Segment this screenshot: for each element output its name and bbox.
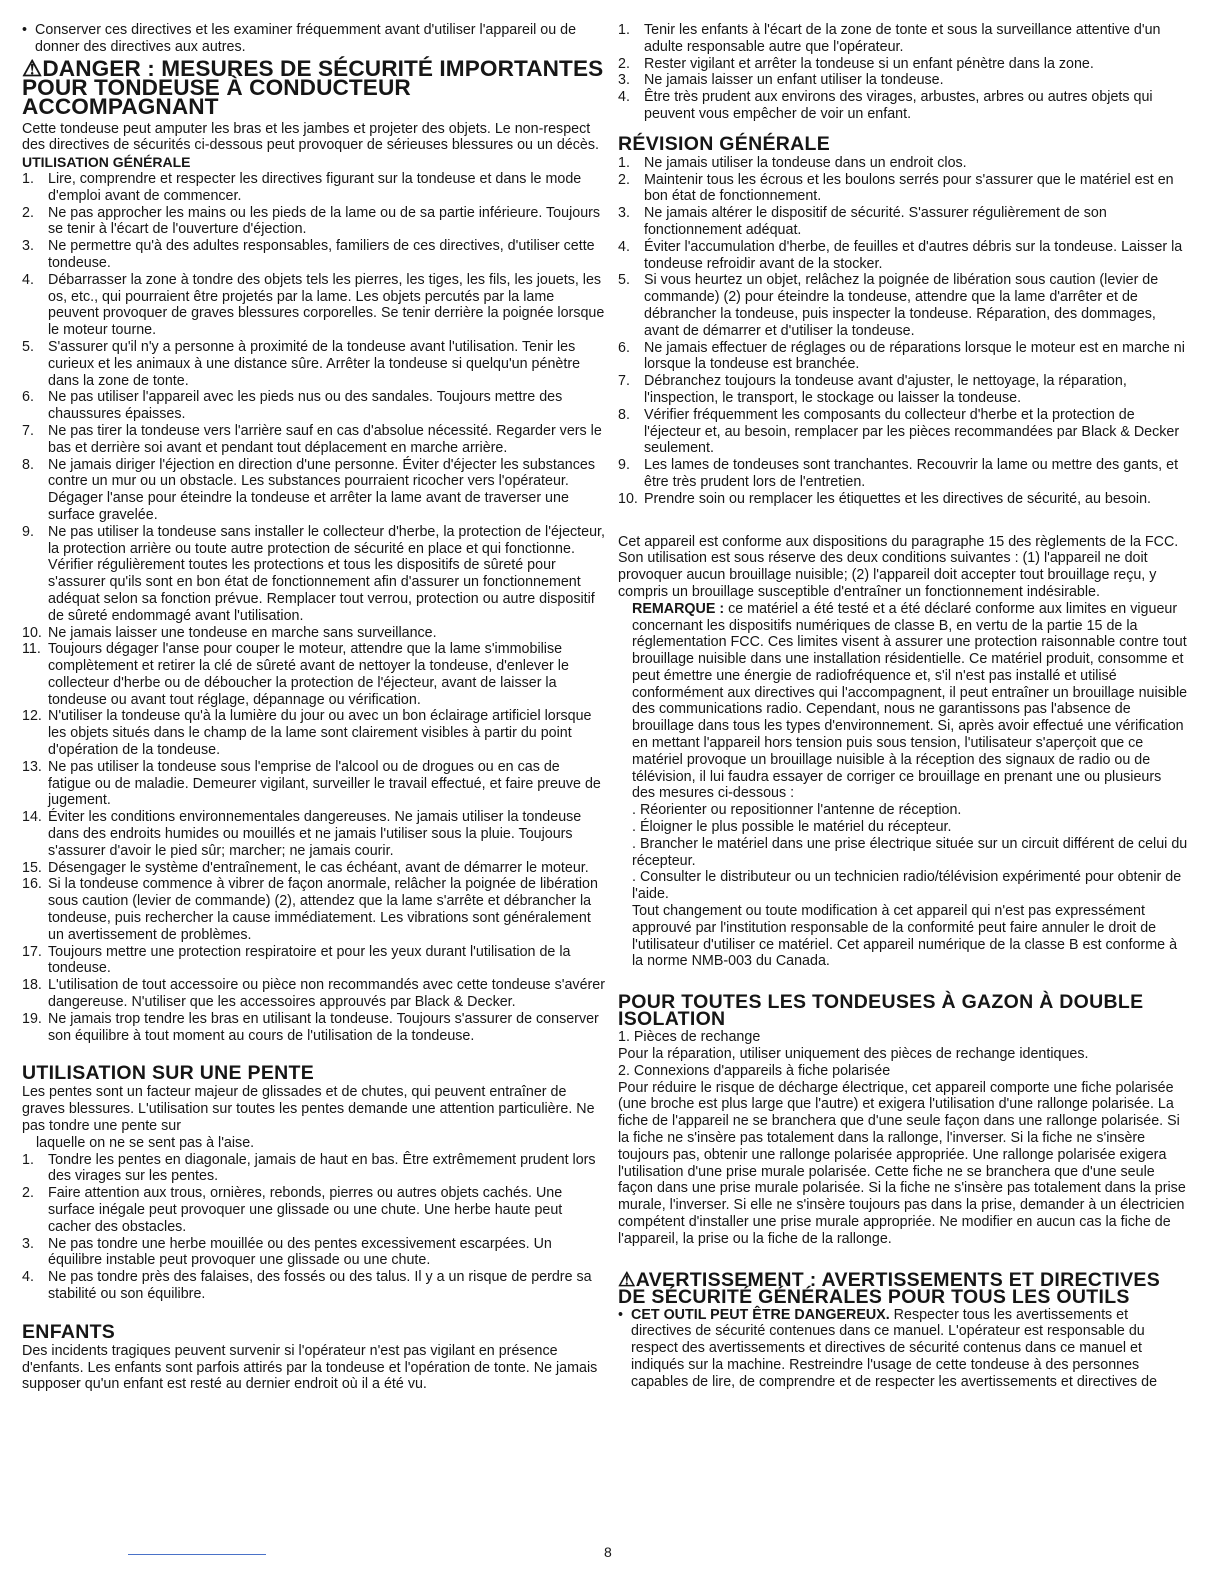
item-text: S'assurer qu'il n'y a personne à proximité de la tondeuse avant l'utilisation. Tenir les curieux et les animaux à une distance sûre. Arrêter la tondeuse si quelqu'un pénètre dans la zone de tonte. — [48, 338, 581, 389]
item-number: 4. — [22, 1269, 34, 1286]
item-text: Désengager le système d'entraînement, le cas échéant, avant de démarrer le moteur. — [48, 859, 589, 876]
revision-item — [618, 373, 1188, 407]
item-text: Faire attention aux trous, ornières, rebonds, pierres ou autres objets cachés. Une surface inégale peut provoquer une glissade ou une chute. Une herbe haute peut cacher des obstacles. — [48, 1185, 563, 1235]
item-text: Rester vigilant et arrêter la tondeuse si un enfant pénètre dans la zone. — [644, 55, 1094, 72]
item-number: 5. — [618, 272, 630, 289]
remarque-label: REMARQUE : — [632, 600, 725, 617]
item-text: Prendre soin ou remplacer les étiquettes et les directives de sécurité, au besoin. — [644, 490, 1152, 507]
polarized-plugs-text: Pour réduire le risque de décharge électrique, cet appareil comporte une fiche polarisée (une broche est plus large que l'autre) et exigera l'utilisation d'une rallonge polarisée. La fiche de l'appareil ne se branchera que d'une seule façon dans une rallonge polarisée. Si la fiche ne s'insère pas totalement dans la rallonge, l'inverser. Si la fiche ne s'insère toujours pas, obtenir une rallonge polarisée appropriée. Une rallonge polarisée exigera l'utilisation d'une prise murale polarisée. Cette fiche ne se branchera que d'une seule façon dans une prise murale polarisée. Si la fiche ne s'insère pas totalement dans la prise murale, l'inverser. Si elle ne s'insère toujours pas dans la prise, demander à un électricien compétent d'installer une prise murale appropriée. Ne modifier en aucun cas la fiche de l'appareil, la prise ou la fiche de la rallonge. — [618, 1079, 1186, 1247]
revision-item — [618, 491, 1188, 508]
slope-item — [22, 1185, 606, 1235]
fcc-remarque — [618, 601, 1188, 803]
item-text: Éviter les conditions environnementales dangereuses. Ne jamais utiliser la tondeuse dans des endroits humides ou mouillés et ne jamais l'utiliser sous la pluie. Toujours s'assurer d'avoir le pied sûr; marcher; ne jamais courir. — [48, 809, 582, 859]
item-number: 9. — [618, 457, 630, 474]
item-number: 4. — [618, 89, 630, 106]
warning-text: Respecter tous les avertissements et directives de sécurité contenues dans ce manuel. L'opérateur est responsable du respect des avertissements et directives de sécurité contenus dans ce manuel et indiqués sur la machine. Restreindre l'usage de cette tondeuse à des personnes capables de lire, de comprendre et de respecter les avertissements et directives de — [631, 1306, 1158, 1390]
general-use-item — [22, 238, 606, 272]
item-text: Ne jamais trop tendre les bras en utilisant la tondeuse. Toujours s'assurer de conserver son équilibre à tout moment au cours de l'utilisation de la tondeuse. — [48, 1010, 599, 1044]
general-use-heading: UTILISATION GÉNÉRALE — [22, 154, 191, 171]
item-number: 9. — [22, 523, 34, 540]
warning-bullet — [618, 1307, 1188, 1391]
item-number: 1. — [22, 170, 34, 187]
item-number: 1. — [618, 154, 630, 171]
item-number: 6. — [618, 339, 630, 356]
right-column — [618, 22, 1188, 1391]
double-insulation-heading: POUR TOUTES LES TONDEUSES À GAZON À DOUBLE ISOLATION — [618, 991, 1144, 1031]
item-text: N'utiliser la tondeuse qu'à la lumière du jour ou avec un bon éclairage artificiel lorsque les objets situés dans le champ de la lame sont clairement visibles à partir du point d'opération de la tondeuse. — [48, 708, 592, 759]
replacement-parts-text: Pour la réparation, utiliser uniquement des pièces de rechange identiques. — [618, 1046, 1089, 1063]
fcc-statement: Cet appareil est conforme aux dispositions du paragraphe 15 des règlements de la FCC. Son utilisation est sous réserve des deux conditions suivantes : (1) l'appareil ne doit provoquer aucun brouillage nuisible; (2) l'appareil doit accepter tout brouillage reçu, y compris un brouillage susceptible d'entraîner un fonctionnement indésirable. — [618, 533, 1179, 600]
item-text: Ne jamais utiliser la tondeuse dans un endroit clos. — [644, 154, 967, 171]
danger-intro: Cette tondeuse peut amputer les bras et les jambes et projeter des objets. Le non-respect des directives de sécurités ci-dessous peut provoquer de sérieuses blessures ou un décès. — [22, 120, 599, 154]
revision-item — [618, 172, 1188, 206]
item-number: 14. — [22, 809, 42, 826]
footer-rule — [128, 1554, 266, 1555]
item-text: Ne pas tirer la tondeuse vers l'arrière sauf en cas d'absolue nécessité. Regarder vers le bas et derrière soi avant et pendant tout déplacement en marche arrière. — [48, 422, 602, 456]
item-text: Les lames de tondeuses sont tranchantes. Recouvrir la lame ou mettre des gants, et être très prudent lors de l'entretien. — [644, 457, 1179, 490]
polarized-plugs-title: 2. Connexions d'appareils à fiche polarisée — [618, 1062, 891, 1079]
general-use-item — [22, 944, 606, 978]
revision-item — [618, 205, 1188, 239]
item-number: 3. — [22, 238, 34, 255]
item-text: Toujours dégager l'anse pour couper le moteur, attendre que la lame s'immobilise complètement et retirer la clé de sûreté avant de nettoyer la tondeuse, d'enlever le collecteur d'herbe ou de déboucher la protection de l'éjecteur, avant de laisser la tondeuse ou avant tout réglage, dépannage ou vérification. — [48, 641, 569, 708]
item-text: Ne jamais laisser une tondeuse en marche sans surveillance. — [48, 624, 437, 641]
children-item — [618, 89, 1188, 123]
slope-intro: Les pentes sont un facteur majeur de glissades et de chutes, qui peuvent entraîner de graves blessures. L'utilisation sur toutes les pentes demande une attention particulière. Ne pas tondre une pente sur — [22, 1084, 595, 1135]
children-intro: Des incidents tragiques peuvent survenir si l'opérateur n'est pas vigilant en présence d'enfants. Les enfants sont parfois attirés par la tondeuse et l'opération de tonte. Ne jamais supposer qu'un enfant est resté au dernier endroit où il a été vu. — [22, 1342, 598, 1393]
item-number: 1. — [22, 1151, 34, 1168]
measure-item: . Réorienter ou repositionner l'antenne de réception. — [632, 802, 962, 819]
measures-list — [618, 802, 1188, 970]
item-number: 8. — [22, 456, 34, 473]
item-text: Ne pas utiliser la tondeuse sans installer le collecteur d'herbe, la protection de l'éjecteur, la protection arrière ou toute autre protection de sécurité en place et qui fonctionne. Vérifier régulièrement toutes les protections et tous les dispositifs de sûreté pour s'assurer qu'ils sont en bon état de fonctionnement afin d'assurer un fonctionnement adéquat selon sa fonction prévue. Remplacer tout verrou, protection ou autre dispositif de sûreté endommagé avant l'utilisation. — [48, 523, 605, 624]
warning-bold-text: CET OUTIL PEUT ÊTRE DANGEREUX. — [631, 1306, 890, 1323]
general-use-item — [22, 708, 606, 758]
item-number: 3. — [618, 72, 630, 89]
item-number: 15. — [22, 859, 42, 876]
item-number: 2. — [22, 1185, 34, 1202]
item-text: Toujours mettre une protection respiratoire et pour les yeux durant l'utilisation de la tondeuse. — [48, 943, 571, 977]
general-use-item — [22, 625, 606, 642]
item-text: Ne pas tondre une herbe mouillée ou des pentes excessivement escarpées. Un équilibre instable peut provoquer une glissade ou une chute. — [48, 1235, 552, 1269]
item-text: Ne jamais laisser un enfant utiliser la tondeuse. — [644, 72, 944, 89]
item-text: Lire, comprendre et respecter les directives figurant sur la tondeuse et dans le mode d'emploi avant de commencer. — [48, 170, 582, 204]
general-use-item — [22, 205, 606, 239]
slope-item — [22, 1236, 606, 1270]
slope-item — [22, 1152, 606, 1186]
item-number: 13. — [22, 758, 42, 775]
danger-heading — [22, 55, 606, 119]
replacement-parts-title: 1. Pièces de rechange — [618, 1029, 761, 1046]
general-use-item — [22, 457, 606, 524]
item-number: 4. — [618, 238, 630, 255]
slope-list — [22, 1152, 606, 1303]
item-text: Ne jamais diriger l'éjection en direction d'une personne. Éviter d'éjecter les substances contre un mur ou un obstacle. Les substances pourraient ricocher vers l'opérateur. Dégager l'anse pour éteindre la tondeuse et arrêter la lame avant de traverser une surface gravelée. — [48, 456, 595, 523]
measure-item: . Brancher le matériel dans une prise électrique située sur un circuit différent de celui du récepteur. — [632, 835, 1188, 869]
children-item — [618, 56, 1188, 73]
item-number: 3. — [22, 1235, 34, 1252]
item-text: Ne pas approcher les mains ou les pieds de la lame ou de sa partie inférieure. Toujours se tenir à l'écart de l'ouverture d'éjection. — [48, 204, 601, 238]
item-number: 8. — [618, 406, 630, 423]
revision-item — [618, 407, 1188, 457]
item-text: Éviter l'accumulation d'herbe, de feuilles et d'autres débris sur la tondeuse. Laisser la tondeuse refroidir avant de la stocker. — [644, 238, 1183, 272]
general-use-item — [22, 272, 606, 339]
slope-item — [22, 1269, 606, 1303]
item-text: Être très prudent aux environs des virages, arbustes, arbres ou autres objets qui peuvent vous empêcher de voir un enfant. — [644, 89, 1153, 122]
item-number: 16. — [22, 876, 42, 893]
measure-item: . Consulter le distributeur ou un technicien radio/télévision expérimenté pour obtenir de l'aide. — [632, 869, 1182, 903]
slope-heading: UTILISATION SUR UNE PENTE — [22, 1062, 315, 1085]
slope-intro-continued: laquelle on ne se sent pas à l'aise. — [36, 1134, 255, 1151]
general-use-item — [22, 423, 606, 457]
general-use-item — [22, 1011, 606, 1045]
item-number: 10. — [22, 624, 42, 641]
measure-item: . Éloigner le plus possible le matériel du récepteur. — [632, 819, 952, 836]
general-use-item — [22, 860, 606, 877]
item-text: Vérifier fréquemment les composants du collecteur d'herbe et la protection de l'éjecteur et, au besoin, remplacer par les pièces recommandées par Black & Decker seulement. — [644, 406, 1180, 457]
item-text: Ne jamais effectuer de réglages ou de réparations lorsque le moteur est en marche ni lorsque la tondeuse est branchée. — [644, 339, 1185, 373]
revision-list — [618, 155, 1188, 508]
item-number: 11. — [22, 641, 41, 658]
item-number: 17. — [22, 943, 42, 960]
warning-heading: ⚠AVERTISSEMENT : AVERTISSEMENTS ET DIRECTIVES DE SÉCURITÉ GÉNÉRALES POUR TOUS LES OUTILS — [618, 1268, 1161, 1308]
remarque-text: ce matériel a été testé et a été déclaré conforme aux limites en vigueur concernant les dispositifs numériques de classe B, en vertu de la partie 15 de la réglementation FCC. Ces limites visent à assurer une protection raisonnable contre tout brouillage nuisible dans une installation résidentielle. Ce matériel produit, consomme et peut émettre une énergie de radiofréquence et, s'il n'est pas installé et utilisé conformément aux directives qui l'accompagnent, il peut entraîner un brouillage nuisible des communications radio. Cependant, nous ne garantissons pas l'absence de brouillage dans tous les types d'environnement. Si, après avoir effectué une vérification en mettant l'appareil hors tension puis sous tension, l'utilisateur s'aperçoit que ce matériel provoque un brouillage nuisible à la réception des signaux de radio ou de télévision, il lui faudra essayer de corriger ce brouillage en prenant une ou plusieurs des mesures ci-dessous : — [632, 600, 1188, 802]
intro-bullet: • Conserver ces directives et les examiner fréquemment avant d'utiliser l'appareil ou de donner des directives aux autres. — [22, 22, 606, 56]
item-text: Si vous heurtez un objet, relâchez la poignée de libération sous caution (levier de commande) (2) pour éteindre la tondeuse, attendre que la lame d'arrêter et de débrancher la tondeuse, puis inspecter la tondeuse. Réparation, des dommages, avant de démarrer et d'utiliser la tondeuse. — [644, 272, 1159, 339]
item-text: L'utilisation de tout accessoire ou pièce non recommandés avec cette tondeuse s'avérer dangereuse. N'utiliser que les accessoires approuvés par Black & Decker. — [48, 977, 606, 1011]
item-number: 7. — [618, 373, 630, 390]
item-text: Si la tondeuse commence à vibrer de façon anormale, relâcher la poignée de libération sous caution (levier de commande) (2), attendez que la lame s'arrête et débrancher la tondeuse, puis rechercher la cause immédiatement. Les vibrations sont généralement un avertissement de problèmes. — [48, 876, 598, 943]
general-use-item — [22, 524, 606, 625]
item-text: Débranchez toujours la tondeuse avant d'ajuster, le nettoyage, la réparation, l'inspection, le transport, le stockage ou laisser la tondeuse. — [644, 373, 1127, 406]
general-use-list — [22, 171, 606, 1044]
item-text: Tenir les enfants à l'écart de la zone de tonte et sous la surveillance attentive d'un adulte responsable autre que l'opérateur. — [644, 22, 1161, 55]
general-use-item — [22, 759, 606, 809]
modification-notice: Tout changement ou toute modification à cet appareil qui n'est pas expressément approuvé par l'institution responsable de la conformité peut faire annuler le droit de l'utilisateur d'utiliser ce matériel. Cet appareil numérique de la classe B est conforme à la norme NMB-003 du Canada. — [632, 903, 1178, 970]
item-text: Tondre les pentes en diagonale, jamais de haut en bas. Être extrêmement prudent lors des virages sur les pentes. — [48, 1151, 596, 1185]
children-item — [618, 72, 1188, 89]
general-use-item — [22, 876, 606, 943]
danger-heading-line-2: POUR TONDEUSE À CONDUCTEUR ACCOMPAGNANT — [22, 74, 411, 119]
item-number: 4. — [22, 271, 34, 288]
item-number: 3. — [618, 205, 630, 222]
item-number: 10. — [618, 490, 638, 507]
general-use-item — [22, 171, 606, 205]
item-number: 2. — [618, 55, 630, 72]
general-use-item — [22, 977, 606, 1011]
revision-heading: RÉVISION GÉNÉRALE — [618, 132, 831, 155]
item-number: 2. — [22, 204, 34, 221]
page-number: 8 — [604, 1544, 612, 1560]
item-number: 2. — [618, 171, 630, 188]
item-number: 18. — [22, 977, 42, 994]
children-item — [618, 22, 1188, 56]
item-text: Débarrasser la zone à tondre des objets tels les pierres, les tiges, les fils, les jouets, les os, etc., qui pourraient être projetés par la lame. Les objets percutés par la lame peuvent provoquer de graves blessures corporelles. Se tenir derrière la poignée lorsque le moteur tourne. — [48, 271, 605, 339]
item-number: 12. — [22, 708, 42, 725]
revision-item — [618, 155, 1188, 172]
general-use-item — [22, 641, 606, 708]
item-text: Ne jamais altérer le dispositif de sécurité. S'assurer régulièrement de son fonctionnement adéquat. — [644, 205, 1107, 238]
revision-item — [618, 457, 1188, 491]
general-use-item — [22, 339, 606, 389]
children-list — [618, 22, 1188, 123]
left-column — [22, 22, 606, 1393]
children-heading: ENFANTS — [22, 1320, 116, 1343]
item-number: 7. — [22, 422, 34, 439]
danger-heading-line-1: ⚠DANGER : MESURES DE SÉCURITÉ IMPORTANTES — [22, 55, 604, 81]
item-text: Ne pas utiliser la tondeuse sous l'emprise de l'alcool ou de drogues ou en cas de fatigue ou de maladie. Demeurer vigilant, surveiller le travail effectué, et faire preuve de jugement. — [48, 758, 601, 809]
item-text: Ne pas utiliser l'appareil avec les pieds nus ou des sandales. Toujours mettre des chaussures épaisses. — [48, 389, 563, 423]
item-number: 6. — [22, 389, 34, 406]
general-use-item — [22, 389, 606, 423]
revision-item — [618, 340, 1188, 374]
revision-item — [618, 272, 1188, 339]
item-number: 1. — [618, 22, 630, 38]
item-text: Ne pas tondre près des falaises, des fossés ou des talus. Il y a un risque de perdre sa stabilité ou son équilibre. — [48, 1269, 592, 1302]
item-text: Ne permettre qu'à des adultes responsables, familiers de ces directives, d'utiliser cette tondeuse. — [48, 238, 595, 271]
general-use-item — [22, 809, 606, 859]
item-number: 19. — [22, 1010, 42, 1027]
item-number: 5. — [22, 338, 34, 355]
revision-item — [618, 239, 1188, 273]
item-text: Maintenir tous les écrous et les boulons serrés pour s'assurer que le matériel est en bon état de fonctionnement. — [644, 171, 1174, 205]
